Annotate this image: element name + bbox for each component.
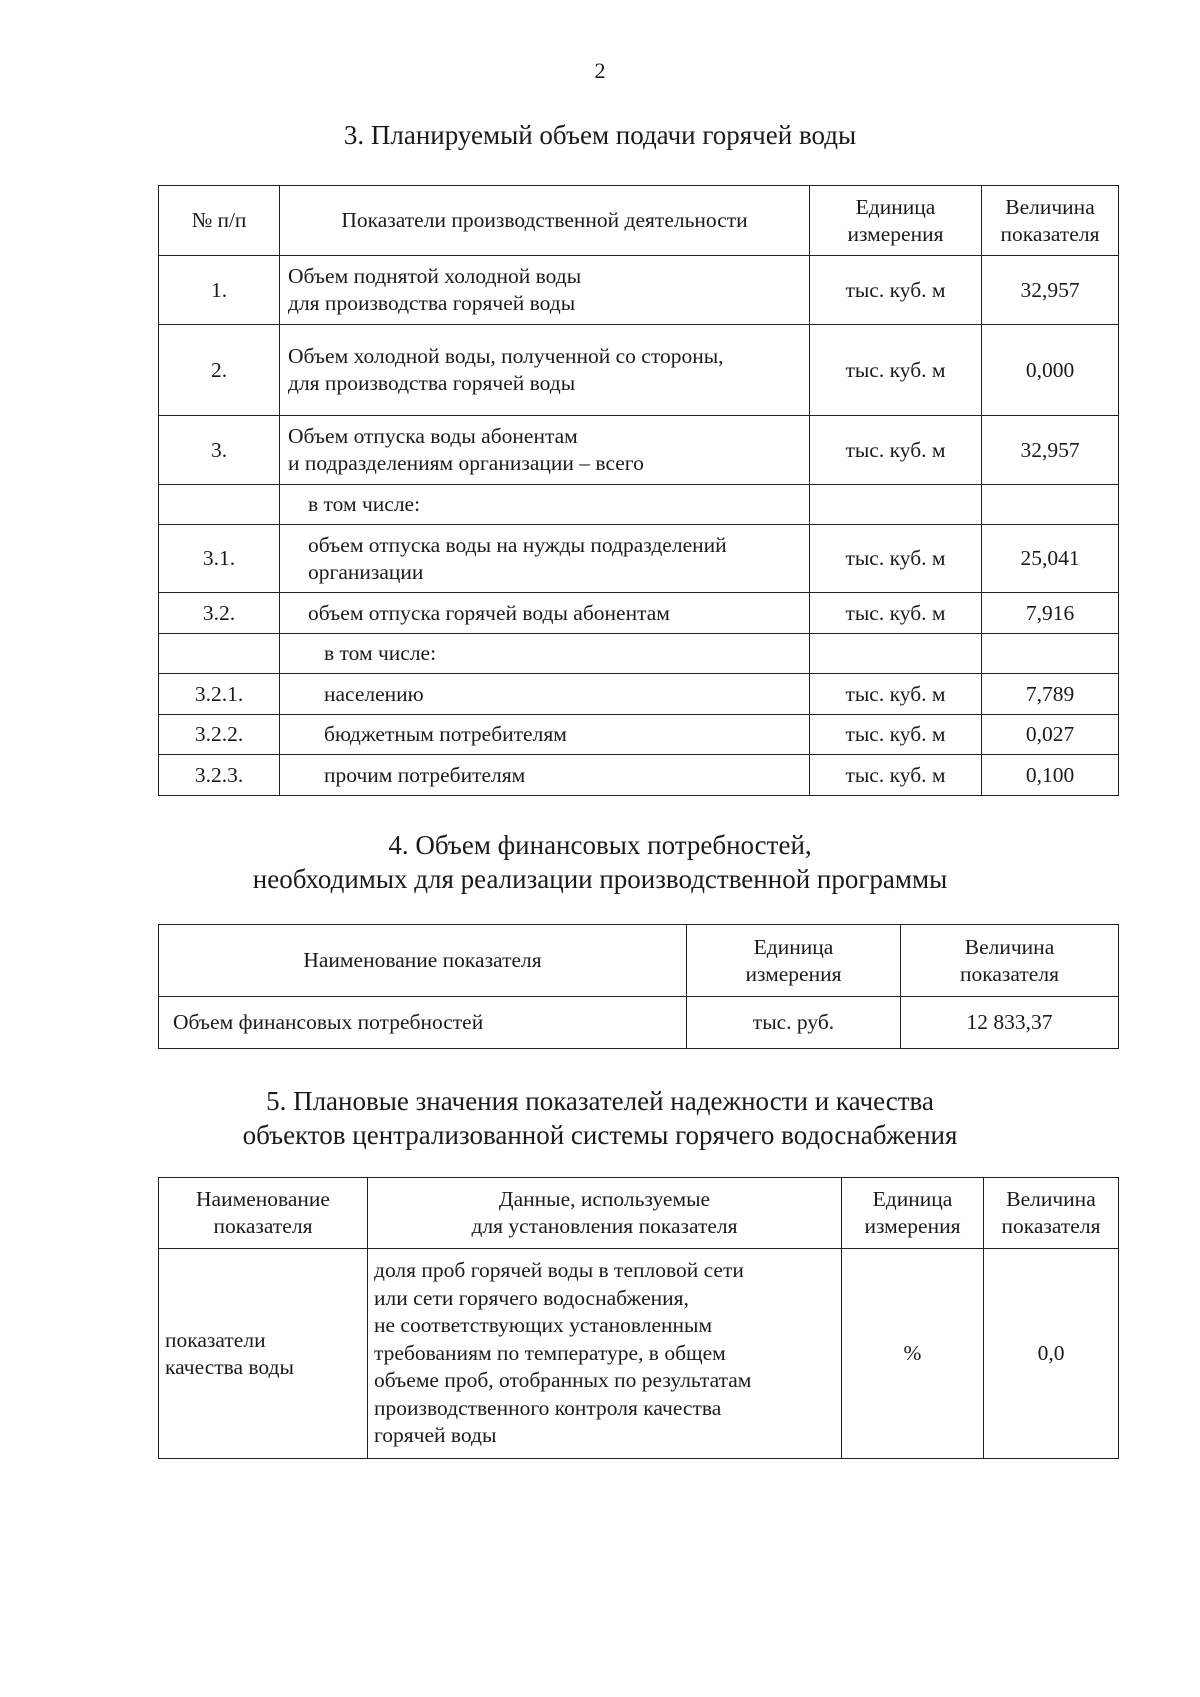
row-value: 0,027 <box>982 715 1119 755</box>
table-row <box>159 256 1119 325</box>
table-row <box>159 485 1119 525</box>
table-row <box>159 416 1119 485</box>
page-number: 2 <box>594 58 606 83</box>
row-value <box>982 634 1119 674</box>
header-value: Величина показателя <box>984 1178 1119 1249</box>
section-4-table <box>158 924 1119 1049</box>
row-unit: тыс. куб. м <box>810 715 982 755</box>
row-unit: тыс. куб. м <box>810 593 982 634</box>
row-indicator: Объем поднятой холодной воды для производства горячей воды <box>280 256 810 325</box>
row-unit: % <box>842 1249 984 1459</box>
row-value: 25,041 <box>982 525 1119 593</box>
table-row <box>159 325 1119 416</box>
row-value: 7,916 <box>982 593 1119 634</box>
header-value: Величина показателя <box>901 925 1119 997</box>
section-5-table <box>158 1177 1119 1459</box>
row-num: 3. <box>159 416 280 485</box>
row-num: 2. <box>159 325 280 416</box>
section-3-title: 3. Планируемый объем подачи горячей воды <box>343 120 857 150</box>
row-num: 3.2. <box>159 593 280 634</box>
row-name: Объем финансовых потребностей <box>159 997 687 1049</box>
header-data: Данные, используемые для установления показателя <box>368 1178 842 1249</box>
row-value: 12 833,37 <box>901 997 1119 1049</box>
header-unit: Единица измерения <box>810 186 982 256</box>
row-unit: тыс. руб. <box>687 997 901 1049</box>
row-value: 7,789 <box>982 674 1119 715</box>
row-indicator: прочим потребителям <box>280 755 810 796</box>
row-unit: тыс. куб. м <box>810 325 982 416</box>
header-indicator: Показатели производственной деятельности <box>280 186 810 256</box>
row-num: 3.1. <box>159 525 280 593</box>
row-unit: тыс. куб. м <box>810 755 982 796</box>
row-value: 32,957 <box>982 256 1119 325</box>
row-indicator: населению <box>280 674 810 715</box>
row-unit: тыс. куб. м <box>810 256 982 325</box>
table-row <box>159 755 1119 796</box>
row-value <box>982 485 1119 525</box>
table-row <box>159 593 1119 634</box>
row-value: 0,000 <box>982 325 1119 416</box>
section-4-title: 4. Объем финансовых потребностей, необходимых для реализации производственной программы <box>252 830 948 894</box>
row-indicator: в том числе: <box>280 634 810 674</box>
row-unit: тыс. куб. м <box>810 525 982 593</box>
section-3-table <box>158 185 1119 796</box>
table-row <box>159 997 1119 1049</box>
row-name: показатели качества воды <box>159 1249 368 1459</box>
row-unit: тыс. куб. м <box>810 416 982 485</box>
row-num: 3.2.1. <box>159 674 280 715</box>
header-value: Величина показателя <box>982 186 1119 256</box>
row-unit <box>810 634 982 674</box>
section-5-title: 5. Плановые значения показателей надежности и качества объектов централизованной системы горячего водоснабжения <box>242 1086 958 1150</box>
row-indicator: объем отпуска воды на нужды подразделений организации <box>280 525 810 593</box>
row-indicator: бюджетным потребителям <box>280 715 810 755</box>
table-header-row <box>159 925 1119 997</box>
table-header-row <box>159 186 1119 256</box>
table-header-row <box>159 1178 1119 1249</box>
header-unit: Единица измерения <box>687 925 901 997</box>
row-data: доля проб горячей воды в тепловой сети или сети горячего водоснабжения, не соответствующих установленным требованиям по температуре, в общем объеме проб, отобранных по результатам производственного контроля качества горячей воды <box>368 1249 842 1459</box>
row-num <box>159 634 280 674</box>
table-row <box>159 634 1119 674</box>
table-row <box>159 715 1119 755</box>
row-indicator: в том числе: <box>280 485 810 525</box>
row-num: 3.2.3. <box>159 755 280 796</box>
row-value: 0,0 <box>984 1249 1119 1459</box>
row-indicator: Объем холодной воды, полученной со стороны, для производства горячей воды <box>280 325 810 416</box>
table-row <box>159 525 1119 593</box>
header-name: Наименование показателя <box>159 925 687 997</box>
header-unit: Единица измерения <box>842 1178 984 1249</box>
header-name: Наименование показателя <box>159 1178 368 1249</box>
table-row <box>159 674 1119 715</box>
row-num: 1. <box>159 256 280 325</box>
row-value: 0,100 <box>982 755 1119 796</box>
table-row <box>159 1249 1119 1459</box>
row-indicator: объем отпуска горячей воды абонентам <box>280 593 810 634</box>
row-unit: тыс. куб. м <box>810 674 982 715</box>
header-num: № п/п <box>159 186 280 256</box>
row-value: 32,957 <box>982 416 1119 485</box>
row-num <box>159 485 280 525</box>
row-num: 3.2.2. <box>159 715 280 755</box>
row-unit <box>810 485 982 525</box>
row-indicator: Объем отпуска воды абонентам и подразделениям организации – всего <box>280 416 810 485</box>
